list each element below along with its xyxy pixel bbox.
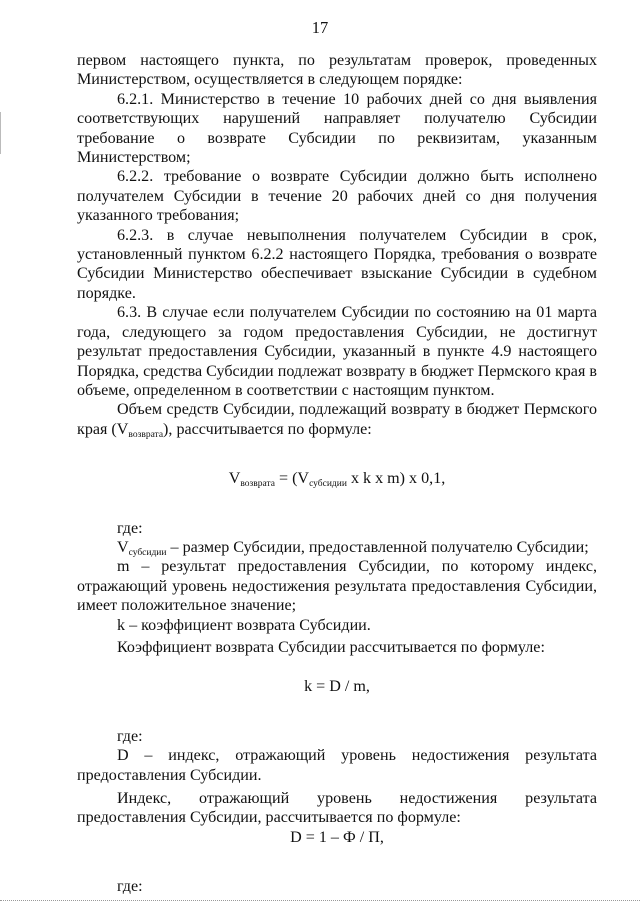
paragraph-6-2-3: 6.2.3. в случае невыполнения получателем Субсидии в срок, установленный пунктом 6.2.2 настоящего Порядка, требования о возврате Субсидии Министерство обеспечивает взыскание Субсидии в судебном порядке. [77, 226, 597, 302]
volume-intro-subscript: возврата [128, 429, 164, 440]
formula-volume [77, 469, 597, 488]
definition-v-letter: V [117, 538, 129, 556]
definition-v-subscript: субсидии [128, 547, 167, 558]
where-label-3: где: [117, 878, 143, 896]
where-label-2: где: [117, 727, 143, 745]
formula-d: D = 1 – Ф / П, [290, 828, 384, 846]
scan-edge-mark [0, 112, 3, 154]
definition-v-text: – размер Субсидии, предоставленной получателю Субсидии; [166, 538, 589, 556]
volume-intro-end: ), рассчитывается по формуле: [163, 420, 372, 438]
k-formula-intro: Коэффициент возврата Субсидии рассчитывается по формуле: [117, 638, 545, 656]
formula-volume-mid: = (V [274, 470, 310, 488]
where-label-1: где: [117, 519, 143, 537]
document-body [77, 51, 597, 897]
paragraph-6-2-2: 6.2.2. требование о возврате Субсидии должно быть исполнено получателем Субсидии в течение 20 рабочих дней со дня получения указанного требования; [77, 168, 597, 225]
paragraph-6-3: 6.3. В случае если получателем Субсидии по состоянию на 01 марта года, следующего за годом предоставления Субсидии, не достигнут результат предоставления Субсидии, указанный в пункте 4.9 настоящего Порядка, средства Субсидии подлежат возврату в бюджет Пермского края в объеме, определенном в соответствии с настоящим пунктом. [77, 304, 597, 399]
definition-m: m – результат предоставления Субсидии, по которому индекс, отражающий уровень недостижения результата предоставления Субсидии, имеет положительное значение; [77, 558, 597, 615]
formula-volume-rest: x k x m) x 0,1, [346, 470, 446, 488]
paragraph-volume-intro [77, 400, 597, 439]
formula-volume-s-sub: субсидии [309, 479, 347, 490]
volume-intro-start: Объем средств Субсидии, подлежащий возврату в бюджет Пермского края (V [77, 401, 597, 438]
definition-d: D – индекс, отражающий уровень недостижения результата предоставления Субсидии. [77, 747, 597, 784]
definition-k: k – коэффициент возврата Субсидии. [117, 616, 371, 634]
page-number: 17 [311, 18, 329, 37]
d-formula-intro: Индекс, отражающий уровень недостижения результата предоставления Субсидии, рассчитывается по формуле: [77, 790, 597, 827]
paragraph-6-2-1: 6.2.1. Министерство в течение 10 рабочих дней со дня выявления соответствующих нарушений направляет получателю Субсидии требование о возврате Субсидии по реквизитам, указанным Министерством; [77, 90, 597, 167]
scan-bottom-edge [0, 898, 640, 901]
formula-volume-v-sub: возврата [240, 479, 275, 490]
formula-volume-v: V [228, 470, 241, 488]
definition-v-subsidy [77, 538, 597, 557]
paragraph-continuation: первом настоящего пункта, по результатам проверок, проведенных Министерством, осуществляется в следующем порядке: [77, 52, 597, 89]
formula-k: k = D / m, [304, 678, 370, 696]
